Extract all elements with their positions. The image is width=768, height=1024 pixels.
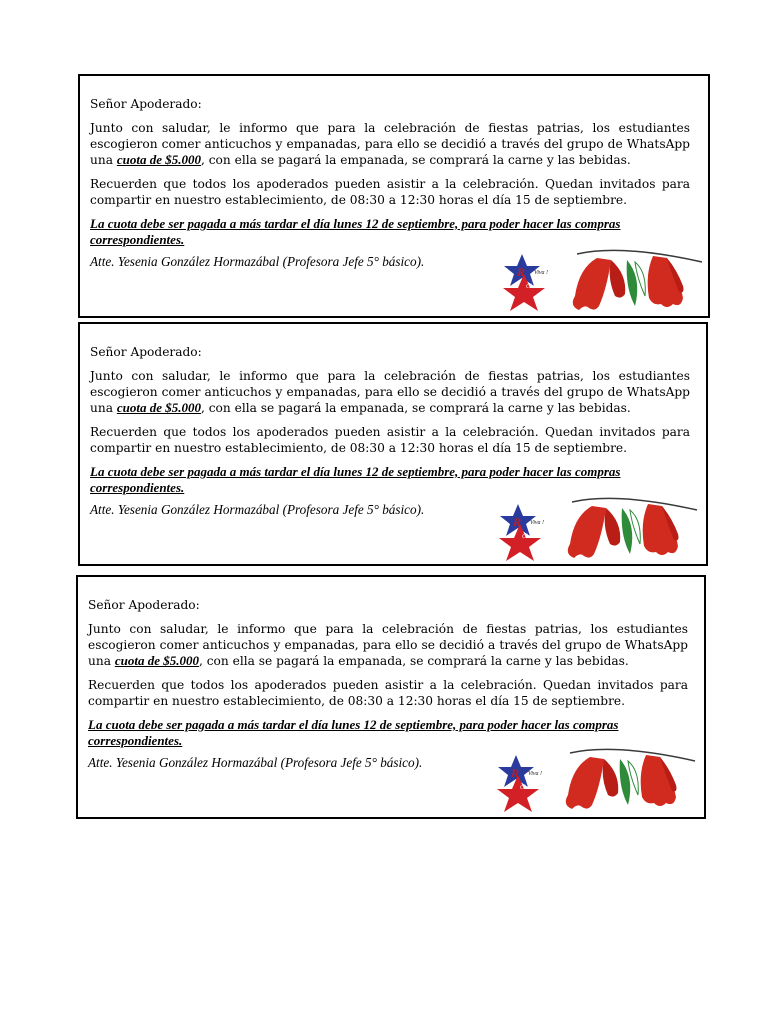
paragraph-invitation: Recuerden que todos los apoderados pueden asistir a la celebración. Quedan invitados para compartir en nuestro establecimiento, de 08:30 a 12:30 horas el día 15 de septiembre. <box>90 425 690 455</box>
emblem-text-top: Viva ! <box>528 771 543 777</box>
svg-text:R: R <box>513 515 522 529</box>
notice-card-3 <box>76 575 706 819</box>
chile-star-emblem <box>502 252 552 312</box>
signature: Atte. Yesenia González Hormazábal (Profesora Jefe 5° básico). <box>88 755 423 770</box>
signature: Atte. Yesenia González Hormazábal (Profesora Jefe 5° básico). <box>90 254 425 269</box>
greeting: Señor Apoderado: <box>90 345 202 359</box>
emblem-text-bottom: Chile <box>526 284 539 290</box>
paragraph-fee <box>90 368 690 416</box>
svg-text:R: R <box>517 265 526 279</box>
paragraph-fee-rest: , con ella se pagará la empanada, se comprará la carne y las bebidas. <box>198 654 629 668</box>
paragraph-fee-rest: , con ella se pagará la empanada, se comprará la carne y las bebidas. <box>200 153 631 167</box>
emblem-text-bottom: Chile <box>522 534 535 540</box>
paragraph-fee <box>88 621 688 669</box>
emblem-text-top: Viva ! <box>534 270 549 276</box>
paragraph-fee-intro: Junto con saludar, le informo que para la celebración de fiestas patrias, los estudiantes escogieron comer anticuchos y empanadas, para ello se decidió a través del grupo de WhatsApp una <box>88 622 688 668</box>
emblem-text-bottom: Chile <box>520 785 533 791</box>
greeting: Señor Apoderado: <box>90 97 202 111</box>
greeting: Señor Apoderado: <box>88 598 200 612</box>
fee-amount: cuota de $5.000 <box>114 653 199 668</box>
signature: Atte. Yesenia González Hormazábal (Profesora Jefe 5° básico). <box>90 502 425 517</box>
paragraph-fee-intro: Junto con saludar, le informo que para la celebración de fiestas patrias, los estudiantes escogieron comer anticuchos y empanadas, para ello se decidió a través del grupo de WhatsApp una <box>90 369 690 415</box>
copihue-flowers-illustration <box>560 747 700 819</box>
paragraph-fee-rest: , con ella se pagará la empanada, se comprará la carne y las bebidas. <box>200 401 631 415</box>
paragraph-fee <box>90 120 690 168</box>
paragraph-invitation: Recuerden que todos los apoderados pueden asistir a la celebración. Quedan invitados para compartir en nuestro establecimiento, de 08:30 a 12:30 horas el día 15 de septiembre. <box>88 678 688 708</box>
deadline-notice: La cuota debe ser pagada a más tardar el día lunes 12 de septiembre, para poder hacer las compras correspondientes. <box>88 717 619 748</box>
chile-star-emblem <box>498 502 548 562</box>
svg-text:R: R <box>511 766 520 780</box>
copihue-flowers-illustration <box>562 496 702 568</box>
fee-amount: cuota de $5.000 <box>116 400 201 415</box>
emblem-text-top: Viva ! <box>530 520 545 526</box>
notice-card-1 <box>78 74 710 318</box>
notice-body <box>88 597 688 771</box>
notice-card-2 <box>78 322 708 566</box>
deadline-notice: La cuota debe ser pagada a más tardar el día lunes 12 de septiembre, para poder hacer las compras correspondientes. <box>90 216 621 247</box>
notice-body <box>90 344 690 518</box>
paragraph-invitation: Recuerden que todos los apoderados pueden asistir a la celebración. Quedan invitados para compartir en nuestro establecimiento, de 08:30 a 12:30 horas el día 15 de septiembre. <box>90 177 690 207</box>
paragraph-fee-intro: Junto con saludar, le informo que para la celebración de fiestas patrias, los estudiantes escogieron comer anticuchos y empanadas, para ello se decidió a través del grupo de WhatsApp una <box>90 121 690 167</box>
copihue-flowers-illustration <box>567 248 707 320</box>
chile-star-emblem <box>496 753 546 813</box>
fee-amount: cuota de $5.000 <box>116 152 201 167</box>
notice-body <box>90 96 690 270</box>
deadline-notice: La cuota debe ser pagada a más tardar el día lunes 12 de septiembre, para poder hacer las compras correspondientes. <box>90 464 621 495</box>
